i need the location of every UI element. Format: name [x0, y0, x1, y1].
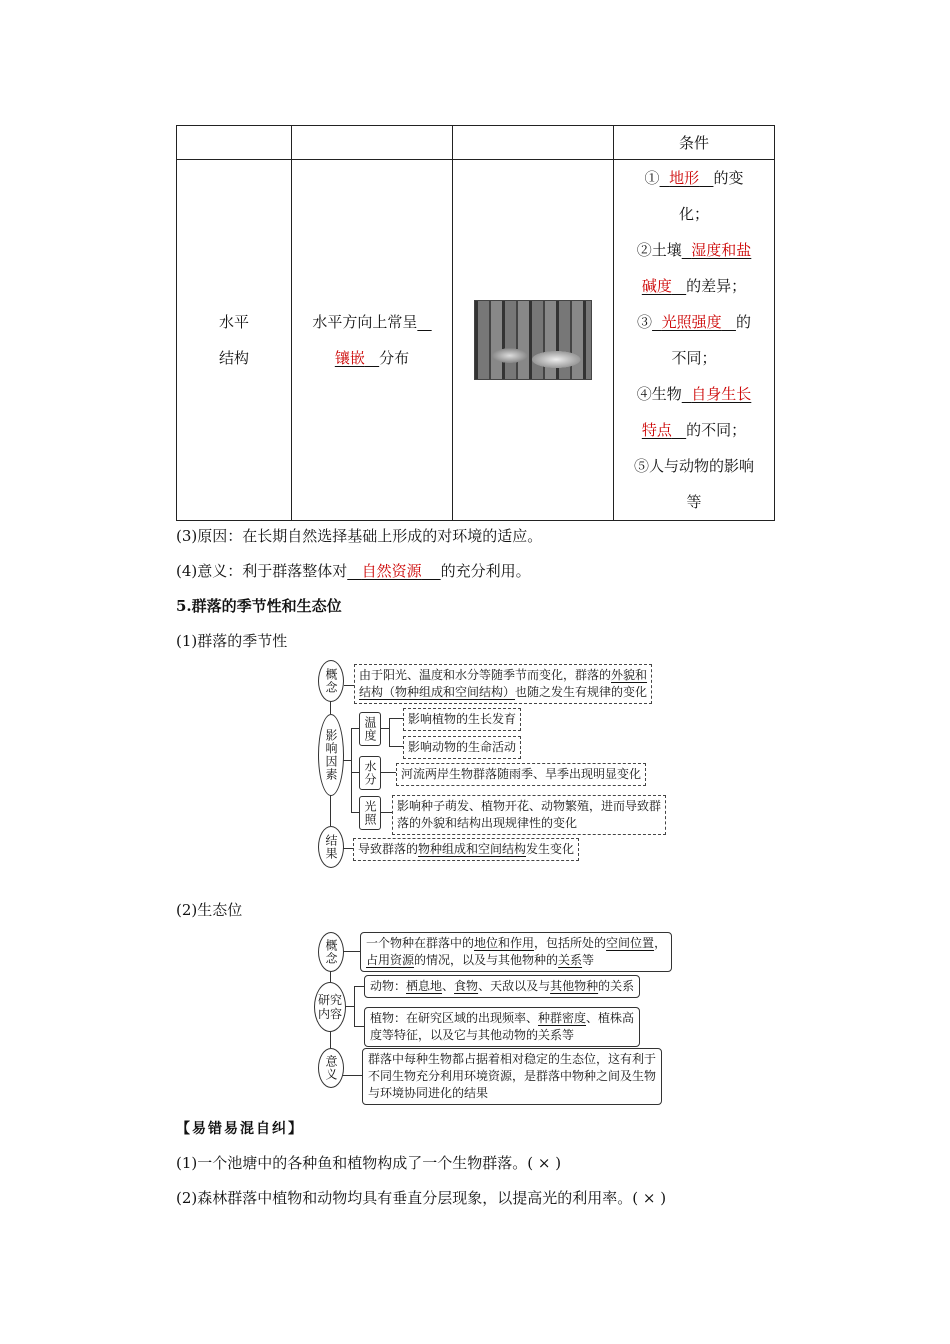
row-name-line2: 结构 — [218, 349, 249, 367]
header-cell-1 — [177, 126, 292, 160]
light-item: 影响种子萌发、植物开花、动物繁殖，进而导致群 落的外貌和结构出现规律性的变化 — [392, 795, 666, 835]
result-box: 导致群落的物种组成和空间结构发生变化 — [353, 838, 579, 861]
header-cell-2 — [292, 126, 453, 160]
result-node: 结果 — [318, 826, 344, 868]
forest-floor-photo — [474, 300, 592, 380]
water-item: 河流两岸生物群落随雨季、旱季出现明显变化 — [396, 763, 646, 786]
condition-cell: ① 地形 的变 化； ②土壤 湿度和盐 碱度 的差异； ③ 光照强度 的 不同； ④生物 自身生长 特点 的不同； ⑤人与动物的影响 等 — [614, 160, 775, 521]
concept-node: 概念 — [318, 660, 344, 702]
condition-answer-1: 地形 — [669, 169, 700, 187]
section5-title: 5.群落的季节性和生态位 — [176, 597, 342, 615]
niche-meaning-box: 群落中每种生物都占据着相对稳定的生态位，这有利于 不同生物充分利用环境资源，是群落中物种之间及生物 与环境协同进化的结果 — [362, 1048, 662, 1105]
temperature-node: 温度 — [359, 712, 381, 746]
condition-answer-2a: 湿度和盐 — [691, 241, 752, 259]
feature-answer: 镶嵌 — [334, 349, 365, 367]
row-name-cell — [177, 160, 292, 521]
factors-node: 影响因素 — [318, 714, 344, 796]
temperature-item-2: 影响动物的生命活动 — [403, 736, 521, 759]
condition-answer-3: 光照强度 — [661, 313, 722, 331]
concept-box: 由于阳光、温度和水分等随季节而变化，群落的外貌和 结构（物种组成和空间结构）也随之发生有规律的变化 — [354, 664, 652, 704]
reason-text: (3)原因：在长期自然选择基础上形成的对环境的适应。 — [176, 527, 543, 545]
niche-concept-node: 概念 — [318, 932, 344, 972]
errors-title: 【易错易混自纠】 — [176, 1121, 304, 1137]
plant-box: 植物：在研究区域的出现频率、种群密度、植株高 度等特征，以及它与其他动物的关系等 — [364, 1007, 640, 1047]
structure-table — [176, 125, 775, 521]
niche-concept-box: 一个物种在群落中的地位和作用，包括所处的空间位置， 占用资源的情况，以及与其他物种的关系等 — [360, 932, 672, 972]
light-node: 光照 — [359, 796, 381, 830]
feature-cell — [292, 160, 453, 521]
meaning-answer: 自然资源 — [361, 562, 422, 580]
temperature-item-1: 影响植物的生长发育 — [403, 708, 521, 731]
meaning-text: (4)意义：利于群落整体对 自然资源 的充分利用。 — [176, 562, 531, 580]
condition-answer-2b: 碱度 — [641, 277, 672, 295]
research-node: 研究内容 — [314, 982, 346, 1032]
error-item-2: (2)森林群落中植物和动物均具有垂直分层现象，以提高光的利用率。( × ) — [176, 1189, 667, 1207]
header-cell-3 — [453, 126, 614, 160]
water-node: 水分 — [359, 756, 381, 790]
seasonality-title: (1)群落的季节性 — [176, 632, 288, 650]
niche-title: (2)生态位 — [176, 901, 243, 919]
feature-line1: 水平方向上常呈 — [312, 313, 418, 331]
row-name-line1: 水平 — [218, 313, 249, 331]
header-cell-condition: 条件 — [614, 126, 775, 160]
condition-answer-4b: 特点 — [641, 421, 672, 439]
niche-meaning-node: 意义 — [318, 1048, 344, 1088]
animal-box: 动物：栖息地、食物、天敌以及与其他物种的关系 — [364, 975, 640, 998]
error-item-1: (1)一个池塘中的各种鱼和植物构成了一个生物群落。( × ) — [176, 1154, 562, 1172]
feature-line2: 镶嵌 分布 — [334, 349, 410, 367]
condition-answer-4a: 自身生长 — [691, 385, 752, 403]
photo-cell — [453, 160, 614, 521]
